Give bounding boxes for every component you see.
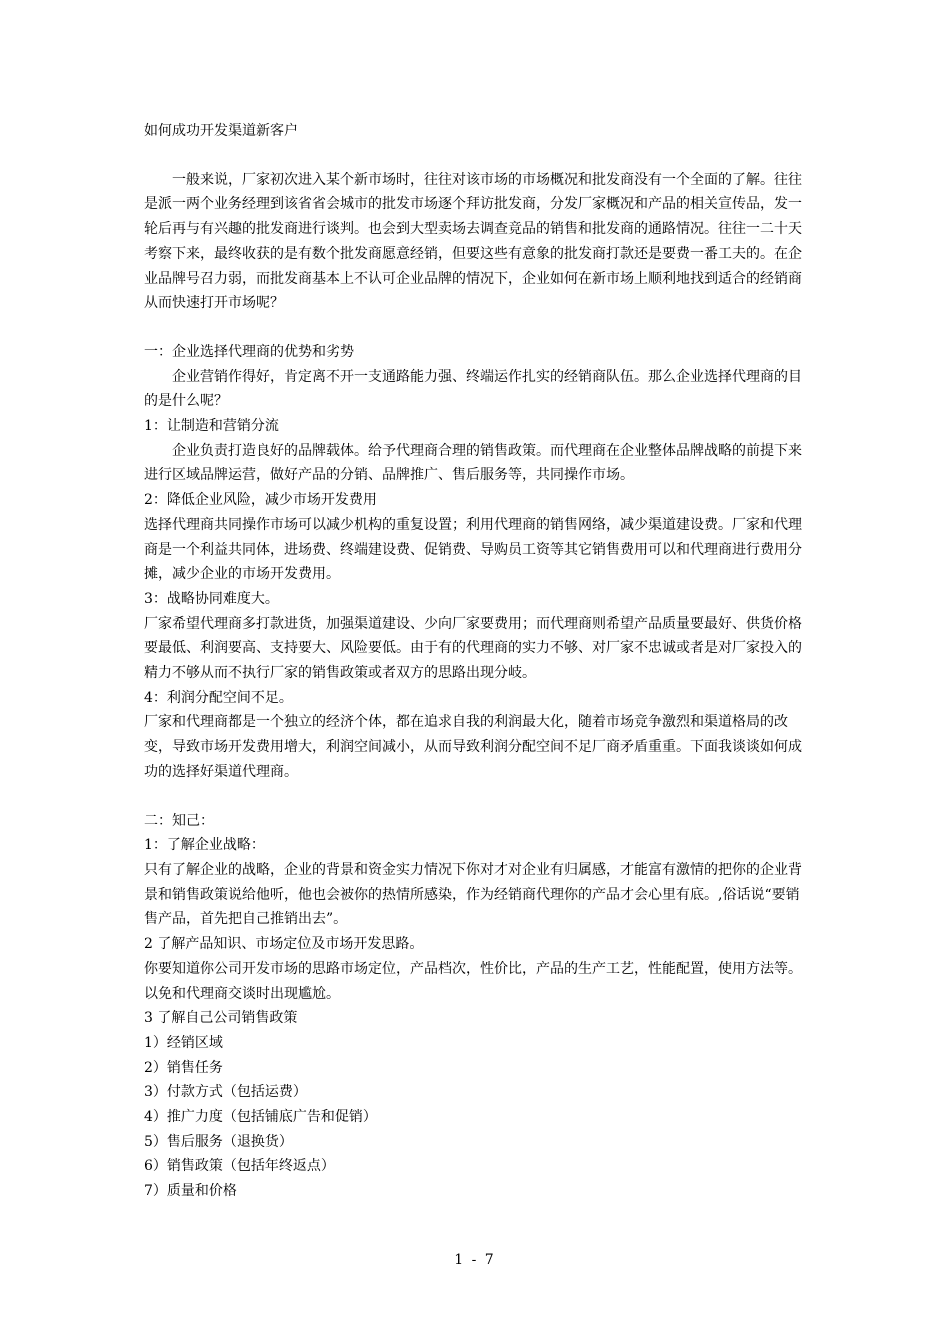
list-item: 4）推广力度（包括铺底广告和促销） bbox=[144, 1109, 377, 1126]
section1-intro-paragraph: 企业营销作得好，肯定离不开一支通路能力强、终端运作扎实的经销商队伍。那么企业选择代理商的目的是什么呢？ bbox=[144, 368, 802, 410]
list-item: 7）质量和价格 bbox=[144, 1183, 237, 1200]
section2-point1-heading: 1：了解企业战略： bbox=[144, 837, 265, 854]
section1-point2-heading: 2：降低企业风险，减少市场开发费用 bbox=[144, 492, 377, 509]
section1-point4-heading: 4：利润分配空间不足。 bbox=[144, 689, 293, 706]
section1-point1-paragraph: 企业负责打造良好的品牌载体。给予代理商合理的销售政策。而代理商在企业整体品牌战略的前提下来进行区域品牌运营，做好产品的分销、品牌推广、售后服务等，共同操作市场。 bbox=[144, 442, 802, 484]
sales-policy-list bbox=[144, 1031, 808, 1204]
list-item: 6）销售政策（包括年终返点） bbox=[144, 1158, 335, 1175]
section1-point1-heading: 1：让制造和营销分流 bbox=[144, 418, 279, 435]
section1-point3-paragraph: 厂家希望代理商多打款进货，加强渠道建设、少向厂家要费用；而代理商则希望产品质量要最好、供货价格要最低、利润要高、支持要大、风险要低。由于有的代理商的实力不够、对厂家不忠诚或者是对厂家投入的精力不够从而不执行厂家的销售政策或者双方的思路出现分岐。 bbox=[144, 615, 802, 682]
list-item: 2）销售任务 bbox=[144, 1059, 223, 1076]
section2-point2-heading: 2 了解产品知识、市场定位及市场开发思路。 bbox=[144, 936, 424, 953]
list-item: 5）售后服务（退换货） bbox=[144, 1133, 293, 1150]
section1-point4-paragraph: 厂家和代理商都是一个独立的经济个体，都在追求自我的利润最大化，随着市场竞争激烈和渠道格局的改变，导致市场开发费用增大，利润空间减小，从而导致利润分配空间不足厂商矛盾重重。下面我谈谈如何成功的选择好渠道代理商。 bbox=[144, 714, 802, 780]
page-number: 1 - 7 bbox=[454, 1252, 496, 1268]
section2-point1-paragraph: 只有了解企业的战略，企业的背景和资金实力情况下你对才对企业有归属感，才能富有激情的把你的企业背景和销售政策说给他听，他也会被你的热情所感染，作为经销商代理你的产品才会心里有底。,俗话说“要销售产品，首先把自己推销出去”。 bbox=[144, 861, 802, 928]
list-item: 3）付款方式（包括运费） bbox=[144, 1084, 307, 1101]
section2-heading: 二：知己： bbox=[144, 812, 214, 829]
section1-heading: 一：企业选择代理商的优势和劣势 bbox=[144, 343, 354, 360]
document-body bbox=[144, 119, 808, 1204]
section2-point2-paragraph: 你要知道你公司开发市场的思路市场定位，产品档次，性价比，产品的生产工艺，性能配置，使用方法等。以免和代理商交谈时出现尴尬。 bbox=[144, 960, 802, 1002]
document-title: 如何成功开发渠道新客户 bbox=[144, 123, 298, 139]
list-item: 1）经销区域 bbox=[144, 1034, 223, 1051]
section1-point2-paragraph: 选择代理商共同操作市场可以减少机构的重复设置；利用代理商的销售网络，减少渠道建设费。厂家和代理商是一个利益共同体，进场费、终端建设费、促销费、导购员工资等其它销售费用可以和代理商进行费用分摊，减少企业的市场开发费用。 bbox=[144, 516, 802, 583]
section1-point3-heading: 3：战略协同难度大。 bbox=[144, 590, 279, 607]
intro-paragraph: 一般来说，厂家初次进入某个新市场时，往往对该市场的市场概况和批发商没有一个全面的了解。往往是派一两个业务经理到该省省会城市的批发市场逐个拜访批发商，分发厂家概况和产品的相关宣传品，发一轮后再与有兴趣的批发商进行谈判。也会到大型卖场去调查竞品的销售和批发商的通路情况。往往一二十天考察下来，最终收获的是有数个批发商愿意经销，但要这些有意象的批发商打款还是要费一番工夫的。在企业品牌号召力弱，而批发商基本上不认可企业品牌的情况下，企业如何在新市场上顺利地找到适合的经销商从而快速打开市场呢？ bbox=[144, 171, 802, 312]
section2-point3-heading: 3 了解自己公司销售政策 bbox=[144, 1010, 298, 1027]
